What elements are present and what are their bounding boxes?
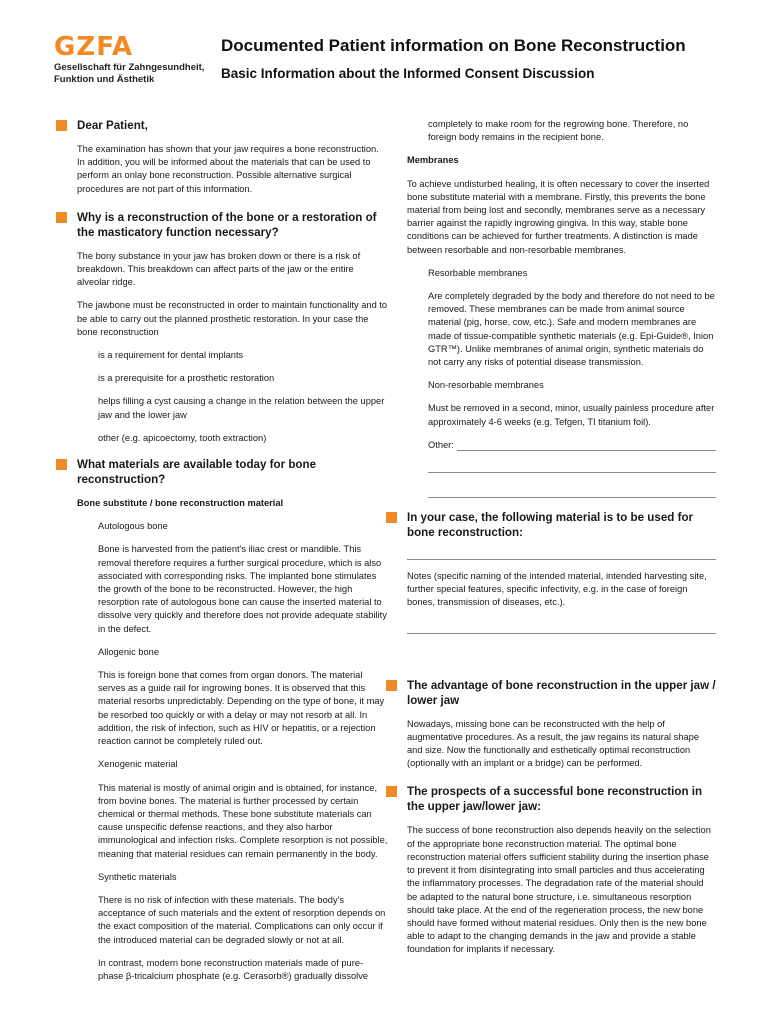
bullet-square-icon (386, 786, 397, 797)
membranes-text: To achieve undisturbed healing, it is often necessary to cover the inserted bone substitute material with a membrane. Firstly, this prevents the bone material from being lost and secondly, membranes serve as a necessary barrier against the rapidly ingrowing gingiva. In this way, stable bone conditions can be achieved for further treatments. A distinction is made between resorbable and non-resorbable membranes. (407, 178, 710, 255)
reason-implants[interactable]: is a requirement for dental implants (98, 350, 244, 361)
other-field[interactable] (428, 439, 716, 452)
document-title: Documented Patient information on Bone Reconstruction (221, 36, 686, 55)
dear-patient-heading: Dear Patient, (56, 118, 388, 133)
reason-other[interactable]: other (e.g. apicoectomy, tooth extraction) (98, 432, 267, 443)
allogenic-title: Allogenic bone (98, 646, 159, 657)
substitute-heading: Bone substitute / bone reconstruction material (77, 498, 284, 509)
nonresorbable-text: Must be removed in a second, minor, usually painless procedure after approximately 4-6 weeks (e.g. Tefgen, TI titanium foil). (428, 403, 715, 427)
left-column (56, 118, 388, 993)
bullet-square-icon (386, 680, 397, 691)
reason-cyst[interactable]: helps filling a cyst causing a change in the relation between the upper jaw and the lower jaw (98, 396, 385, 420)
why-text-1: The bony substance in your jaw has broken down or there is a risk of breakdown. This breakdown can affect parts of the jaw or the entire alveolar ridge. (77, 250, 361, 288)
continued-text: completely to make room for the regrowing bone. Therefore, no foreign body remains in the recipient bone. (428, 119, 689, 143)
why-heading: Why is a reconstruction of the bone or a restoration of the masticatory function necessary? (56, 210, 388, 240)
other-input-line-3[interactable] (428, 485, 716, 498)
nonresorbable-title: Non-resorbable membranes (428, 380, 544, 391)
why-text-2: The jawbone must be reconstructed in order to maintain functionality and to be able to carry out the planned prosthetic restoration. In your case the bone reconstruction (77, 300, 388, 337)
contrast-text: In contrast, modern bone reconstruction materials made of pure-phase β-tricalcium phosphate (e.g. Cerasorb®) gradually dissolve (98, 957, 369, 981)
intro-text: The examination has shown that your jaw requires a bone reconstruction. In addition, you will be informed about the materials that can be used to perform an onlay bone reconstruction. Possible alternative surgical procedures are not part of this information. (77, 144, 379, 194)
resorbable-title: Resorbable membranes (428, 267, 528, 278)
other-input-line[interactable] (457, 439, 716, 451)
xenogenic-text: This material is mostly of animal origin and is obtained, for instance, from bovine bones. The material is further processed by certain chemical or thermal methods. These bone substitute materials can cause unspecific defense reactions, and they also harbor immunological and infection risks. Complete resorption is not possible, meaning that material residues can remain permanently in the body. (98, 782, 388, 859)
bullet-square-icon (56, 120, 67, 131)
advantage-text: Nowadays, missing bone can be reconstructed with the help of augmentative procedures. As a result, the jaw regains its natural shape and size. Now the functionally and esthetically optimal reconstruction (optionally with an implant or a bridge) can be performed. (407, 718, 699, 769)
logo-subtitle (54, 62, 204, 86)
reason-prosthetic[interactable]: is a prerequisite for a prosthetic restoration (98, 373, 275, 384)
other-input-line-2[interactable] (428, 460, 716, 473)
prospects-text: The success of bone reconstruction also depends heavily on the selection of the appropriate bone reconstruction material. The optimal bone reconstruction material offers sufficient stability during the insertion phase to prevent it from disintegrating into small particles and thus accelerating the inflammatory processes. The degradation rate of the material should be adapted to the natural bone structure, i.e. simultaneous resorption should take place. At the end of the regeneration process, the new bone should have formed without material residues. Only then is the new bone able to adapt to the changing demands in the jaw and provide a stable foundation for implants if necessary. (407, 825, 711, 955)
membranes-heading: Membranes (407, 155, 459, 166)
bullet-square-icon (56, 459, 67, 470)
material-input-line[interactable] (407, 558, 716, 560)
right-column (386, 118, 716, 967)
synthetic-title: Synthetic materials (98, 871, 177, 882)
autologous-text: Bone is harvested from the patient's iliac crest or mandible. This removal therefore requires a further surgical procedure, which is also associated with corresponding risks. The implanted bone stimulates the growth of the bone to be reconstructed. However, the high resorption rate of autologous bone can cause the inserted material to dissolve very quickly and therefore does not provide adequate stability in the defect. (98, 544, 387, 634)
advantage-heading: The advantage of bone reconstruction in the upper jaw / lower jaw (386, 678, 716, 708)
xenogenic-title: Xenogenic material (98, 759, 178, 770)
notes-input-line[interactable] (407, 632, 716, 634)
other-label: Other: (428, 439, 454, 450)
resorbable-text: Are completely degraded by the body and therefore do not need to be removed. These membranes can be made from animal source material (pig, horse, cow, etc.). Safe and modern membranes are made of tissue-compatible synthetic materials (e.g. Epi-Guide®, Inion GTR™). Unlike membranes of animal origin, synthetic materials do not carry any risks of potential disease transmission. (428, 291, 715, 368)
document-subtitle: Basic Information about the Informed Consent Discussion (221, 66, 595, 81)
logo-subtitle-line-2: Funktion und Ästhetik (54, 74, 155, 85)
your-case-heading: In your case, the following material is to be used for bone reconstruction: (386, 510, 716, 540)
bullet-square-icon (386, 512, 397, 523)
logo: GZFA (54, 32, 134, 62)
notes-text: Notes (specific naming of the intended material, intended harvesting site, further special features, specific infectivity, e.g. in the case of foreign bones, transmission of diseases, etc.). (407, 571, 707, 608)
logo-subtitle-line-1: Gesellschaft für Zahngesundheit, (54, 62, 205, 73)
autologous-title: Autologous bone (98, 521, 168, 532)
materials-heading: What materials are available today for bone reconstruction? (56, 457, 388, 487)
synthetic-text: There is no risk of infection with these materials. The body's acceptance of such materials and the extent of resorption depends on the exact composition of the material. Complications can only occur if the introduced material can be degraded slowly or not at all. (98, 894, 386, 945)
prospects-heading: The prospects of a successful bone reconstruction in the upper jaw/lower jaw: (386, 784, 716, 814)
allogenic-text: This is foreign bone that comes from organ donors. The material serves as a guide rail for ingrowing bones. It is observed that this material resorbs unpredictably. Depending on the type of bone, it may be resorbed too quickly or with a delay or may not resorb at all. In addition, the risk of infection, such as HIV or hepatitis, or a rejection reaction cannot be completely ruled out. (98, 670, 385, 747)
bullet-square-icon (56, 212, 67, 223)
